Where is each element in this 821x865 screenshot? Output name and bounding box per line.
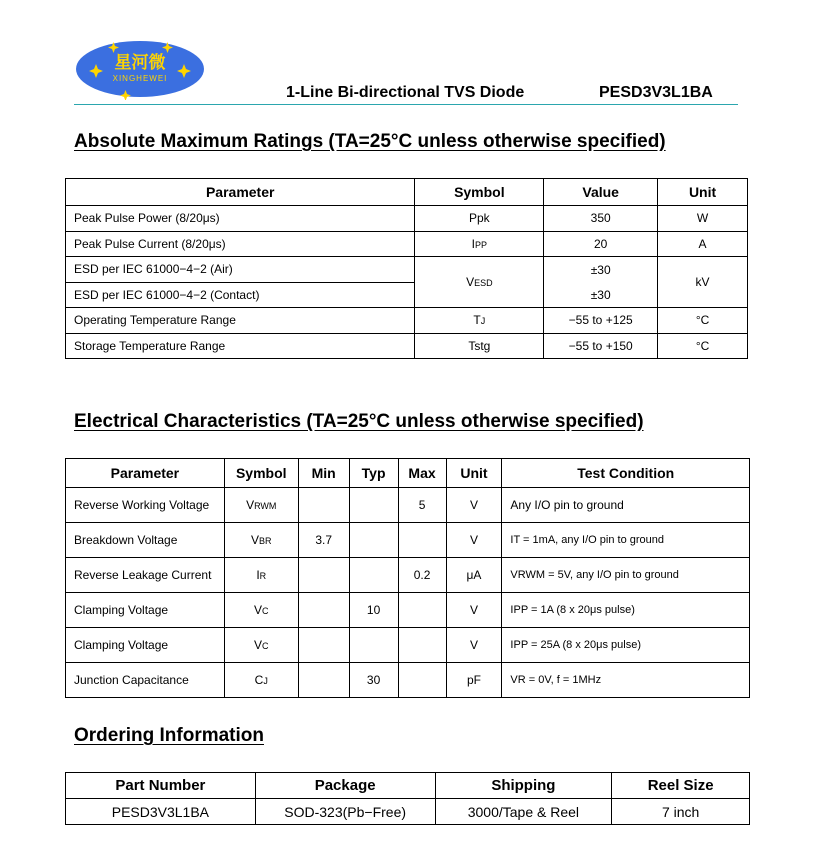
- max-cell: [398, 593, 446, 628]
- symbol-cell: IPP: [415, 231, 544, 257]
- unit-cell: pF: [446, 663, 502, 698]
- package-cell: SOD-323(Pb−Free): [255, 799, 435, 825]
- max-cell: [398, 663, 446, 698]
- symbol-cell: VC: [224, 593, 298, 628]
- param-cell: Breakdown Voltage: [66, 523, 225, 558]
- param-cell: Peak Pulse Current (8/20μs): [66, 231, 415, 257]
- reel-size-cell: 7 inch: [612, 799, 750, 825]
- param-cell: Clamping Voltage: [66, 628, 225, 663]
- table-row: [66, 488, 750, 523]
- typ-cell: [349, 628, 398, 663]
- table-row: [66, 206, 748, 232]
- symbol-cell: Ppk: [415, 206, 544, 232]
- value-cell: 20: [544, 231, 658, 257]
- condition-cell: IPP = 1A (8 x 20μs pulse): [502, 593, 750, 628]
- column-header: Test Condition: [502, 459, 750, 488]
- column-header: Typ: [349, 459, 398, 488]
- column-header: Unit: [658, 179, 748, 206]
- table-header-row: [66, 459, 750, 488]
- unit-cell: kV: [658, 257, 748, 308]
- column-header: Symbol: [415, 179, 544, 206]
- part-number-header: PESD3V3L1BA: [599, 84, 713, 101]
- param-cell: Reverse Working Voltage: [66, 488, 225, 523]
- symbol-cell: Tstg: [415, 333, 544, 359]
- max-cell: [398, 628, 446, 663]
- typ-cell: [349, 558, 398, 593]
- unit-cell: V: [446, 523, 502, 558]
- elec-char-table: [65, 458, 750, 698]
- company-logo: [74, 38, 206, 100]
- column-header: Reel Size: [612, 773, 750, 799]
- symbol-cell: VBR: [224, 523, 298, 558]
- table-row: [66, 257, 748, 283]
- table-row: [66, 628, 750, 663]
- column-header: Value: [544, 179, 658, 206]
- unit-cell: °C: [658, 308, 748, 334]
- typ-cell: [349, 488, 398, 523]
- param-cell: Reverse Leakage Current: [66, 558, 225, 593]
- typ-cell: 30: [349, 663, 398, 698]
- table-row: [66, 593, 750, 628]
- logo-cn-text: 星河微: [114, 53, 166, 73]
- table-row: [66, 308, 748, 334]
- condition-cell: IT = 1mA, any I/O pin to ground: [502, 523, 750, 558]
- min-cell: [298, 488, 349, 523]
- ordering-table: [65, 772, 750, 825]
- symbol-cell: VESD: [415, 257, 544, 308]
- unit-cell: W: [658, 206, 748, 232]
- max-cell: 5: [398, 488, 446, 523]
- symbol-cell: CJ: [224, 663, 298, 698]
- part-number-cell: PESD3V3L1BA: [66, 799, 256, 825]
- value-cell: ±30: [544, 282, 658, 308]
- column-header: Part Number: [66, 773, 256, 799]
- table-header-row: [66, 179, 748, 206]
- column-header: Symbol: [224, 459, 298, 488]
- symbol-cell: IR: [224, 558, 298, 593]
- unit-cell: A: [658, 231, 748, 257]
- unit-cell: V: [446, 488, 502, 523]
- table-row: [66, 558, 750, 593]
- min-cell: [298, 663, 349, 698]
- column-header: Package: [255, 773, 435, 799]
- abs-max-title: Absolute Maximum Ratings (TA=25°C unless otherwise specified): [74, 131, 666, 152]
- value-cell: −55 to +125: [544, 308, 658, 334]
- unit-cell: μA: [446, 558, 502, 593]
- typ-cell: [349, 523, 398, 558]
- symbol-cell: VC: [224, 628, 298, 663]
- table-row: [66, 333, 748, 359]
- table-row: [66, 663, 750, 698]
- condition-cell: Any I/O pin to ground: [502, 488, 750, 523]
- condition-cell: IPP = 25A (8 x 20μs pulse): [502, 628, 750, 663]
- logo-en-text: XINGHEWEI: [112, 74, 168, 83]
- table-row: [66, 523, 750, 558]
- column-header: Parameter: [66, 179, 415, 206]
- header-divider: [74, 104, 738, 105]
- param-cell: Peak Pulse Power (8/20μs): [66, 206, 415, 232]
- condition-cell: VR = 0V, f = 1MHz: [502, 663, 750, 698]
- ordering-info-title: Ordering Information: [74, 725, 264, 746]
- max-cell: [398, 523, 446, 558]
- min-cell: [298, 628, 349, 663]
- min-cell: 3.7: [298, 523, 349, 558]
- value-cell: ±30: [544, 257, 658, 283]
- unit-cell: V: [446, 628, 502, 663]
- param-cell: ESD per IEC 61000−4−2 (Contact): [66, 282, 415, 308]
- column-header: Parameter: [66, 459, 225, 488]
- column-header: Shipping: [435, 773, 612, 799]
- table-row: [66, 799, 750, 825]
- table-row: [66, 231, 748, 257]
- value-cell: −55 to +150: [544, 333, 658, 359]
- shipping-cell: 3000/Tape & Reel: [435, 799, 612, 825]
- table-header-row: [66, 773, 750, 799]
- table-row: [66, 282, 748, 308]
- abs-max-table: [65, 178, 748, 359]
- param-cell: Operating Temperature Range: [66, 308, 415, 334]
- typ-cell: 10: [349, 593, 398, 628]
- document-title: 1-Line Bi-directional TVS Diode: [286, 84, 525, 101]
- param-cell: ESD per IEC 61000−4−2 (Air): [66, 257, 415, 283]
- symbol-cell: TJ: [415, 308, 544, 334]
- unit-cell: V: [446, 593, 502, 628]
- column-header: Unit: [446, 459, 502, 488]
- column-header: Max: [398, 459, 446, 488]
- param-cell: Clamping Voltage: [66, 593, 225, 628]
- condition-cell: VRWM = 5V, any I/O pin to ground: [502, 558, 750, 593]
- unit-cell: °C: [658, 333, 748, 359]
- max-cell: 0.2: [398, 558, 446, 593]
- param-cell: Storage Temperature Range: [66, 333, 415, 359]
- elec-char-title: Electrical Characteristics (TA=25°C unless otherwise specified): [74, 411, 644, 432]
- column-header: Min: [298, 459, 349, 488]
- symbol-cell: VRWM: [224, 488, 298, 523]
- min-cell: [298, 593, 349, 628]
- param-cell: Junction Capacitance: [66, 663, 225, 698]
- value-cell: 350: [544, 206, 658, 232]
- min-cell: [298, 558, 349, 593]
